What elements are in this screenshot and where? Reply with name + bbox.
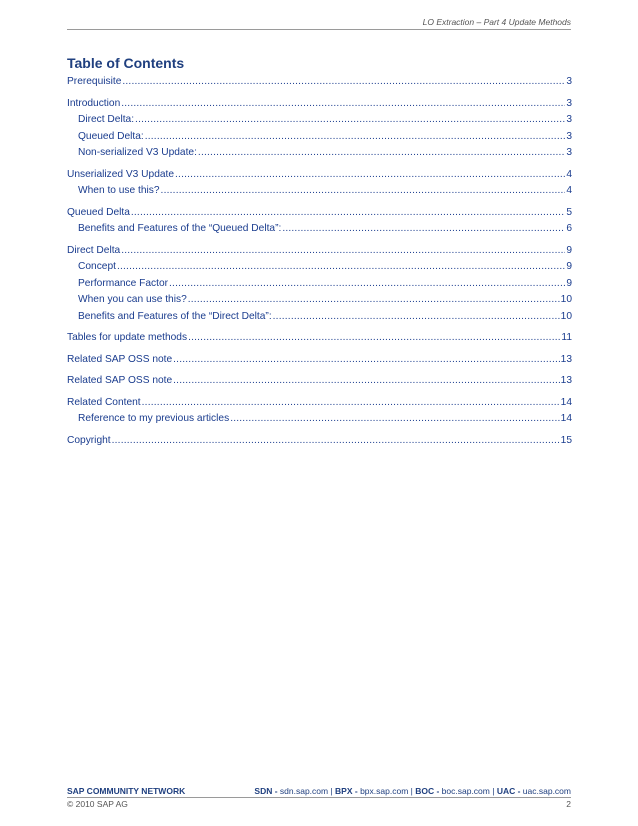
footer-network: SAP COMMUNITY NETWORK (67, 786, 186, 796)
toc-entry[interactable] (67, 223, 572, 240)
toc-entry-page: 13 (560, 353, 572, 365)
dot-leader (117, 261, 565, 272)
dot-leader (122, 76, 565, 87)
toc-entry-page: 4 (566, 185, 572, 196)
toc-entry-label: Introduction (67, 97, 121, 109)
toc-entry[interactable] (67, 311, 572, 328)
header-divider (67, 29, 571, 30)
toc-entry-label: Benefits and Features of the “Direct Delta”: (78, 310, 272, 322)
toc-entry[interactable] (67, 207, 572, 224)
toc-entry[interactable] (67, 261, 572, 278)
dot-leader (131, 207, 565, 218)
toc-entry[interactable] (67, 294, 572, 311)
toc-entry[interactable] (67, 332, 572, 349)
toc-entry-page: 5 (566, 206, 572, 218)
toc-entry[interactable] (67, 278, 572, 295)
toc-entry-page: 3 (566, 97, 572, 109)
bpx-label: BPX - (335, 786, 361, 796)
table-of-contents (67, 76, 572, 451)
dot-leader (112, 435, 560, 446)
toc-entry-page: 11 (561, 332, 572, 343)
toc-entry-page: 4 (566, 168, 572, 180)
toc-entry-page: 10 (560, 310, 572, 322)
footer-links (254, 786, 571, 796)
dot-leader (198, 147, 565, 158)
sdn-label: SDN - (254, 786, 280, 796)
dot-leader (173, 375, 560, 386)
toc-entry[interactable] (67, 185, 572, 202)
toc-entry-page: 10 (560, 294, 572, 305)
dot-leader (142, 397, 560, 408)
toc-entry-label: When you can use this? (78, 294, 187, 305)
toc-entry-label: When to use this? (78, 185, 160, 196)
dot-leader (282, 223, 565, 234)
toc-entry-label: Copyright (67, 434, 111, 446)
toc-heading: Table of Contents (67, 55, 185, 71)
bpx-link[interactable]: bpx.sap.com (360, 786, 409, 796)
toc-entry[interactable] (67, 375, 572, 392)
uac-label: UAC - (496, 786, 523, 796)
toc-entry-label: Direct Delta (67, 244, 121, 256)
toc-entry-page: 3 (566, 76, 572, 87)
toc-entry-label: Related Content (67, 396, 141, 408)
uac-link[interactable]: uac.sap.com (522, 786, 571, 796)
dot-leader (135, 114, 565, 125)
toc-entry-page: 14 (560, 396, 572, 408)
toc-entry[interactable] (67, 76, 572, 93)
toc-entry-label: Related SAP OSS note (67, 375, 173, 386)
toc-entry-page: 9 (566, 244, 572, 256)
separator: | (408, 786, 416, 796)
toc-entry-label: Queued Delta (67, 206, 130, 218)
toc-entry[interactable] (67, 169, 572, 186)
toc-entry-page: 15 (560, 434, 572, 446)
toc-entry[interactable] (67, 245, 572, 262)
dot-leader (273, 311, 560, 322)
toc-entry-page: 9 (566, 277, 572, 289)
toc-entry[interactable] (67, 397, 572, 414)
separator: | (328, 786, 336, 796)
toc-entry-label: Performance Factor (78, 277, 169, 289)
toc-entry[interactable] (67, 114, 572, 131)
footer-copyright: © 2010 SAP AG (67, 799, 128, 809)
toc-entry-label: Queued Delta: (78, 130, 144, 142)
toc-entry-page: 13 (560, 375, 572, 386)
separator: | (489, 786, 497, 796)
toc-entry-label: Unserialized V3 Update (67, 168, 175, 180)
sdn-link[interactable]: sdn.sap.com (279, 786, 329, 796)
toc-entry[interactable] (67, 435, 572, 452)
dot-leader (121, 245, 565, 256)
dot-leader (175, 169, 565, 180)
toc-entry-label: Benefits and Features of the “Queued Delta”: (78, 223, 282, 234)
toc-entry-page: 3 (566, 114, 572, 125)
page-number: 2 (566, 799, 571, 809)
toc-entry[interactable] (67, 354, 572, 371)
toc-entry-page: 3 (566, 147, 572, 158)
toc-entry-label: Reference to my previous articles (78, 413, 230, 424)
dot-leader (169, 278, 565, 289)
toc-entry-label: Related SAP OSS note (67, 353, 173, 365)
boc-label: BOC - (415, 786, 442, 796)
toc-entry[interactable] (67, 413, 572, 430)
dot-leader (188, 294, 560, 305)
toc-entry[interactable] (67, 131, 572, 148)
toc-entry-label: Non-serialized V3 Update: (78, 147, 197, 158)
toc-entry-page: 14 (560, 413, 572, 424)
toc-entry-page: 9 (566, 261, 572, 272)
dot-leader (230, 413, 559, 424)
toc-entry-label: Prerequisite (67, 76, 122, 87)
running-header: LO Extraction – Part 4 Update Methods (422, 17, 571, 27)
dot-leader (188, 332, 560, 343)
toc-entry-page: 3 (566, 130, 572, 142)
footer-divider (67, 797, 571, 798)
toc-entry[interactable] (67, 98, 572, 115)
toc-entry-page: 6 (566, 223, 572, 234)
dot-leader (173, 354, 560, 365)
toc-entry-label: Direct Delta: (78, 114, 135, 125)
dot-leader (161, 185, 566, 196)
toc-entry-label: Tables for update methods (67, 332, 188, 343)
toc-entry[interactable] (67, 147, 572, 164)
dot-leader (121, 98, 565, 109)
dot-leader (145, 131, 566, 142)
boc-link[interactable]: boc.sap.com (441, 786, 490, 796)
toc-entry-label: Concept (78, 261, 116, 272)
